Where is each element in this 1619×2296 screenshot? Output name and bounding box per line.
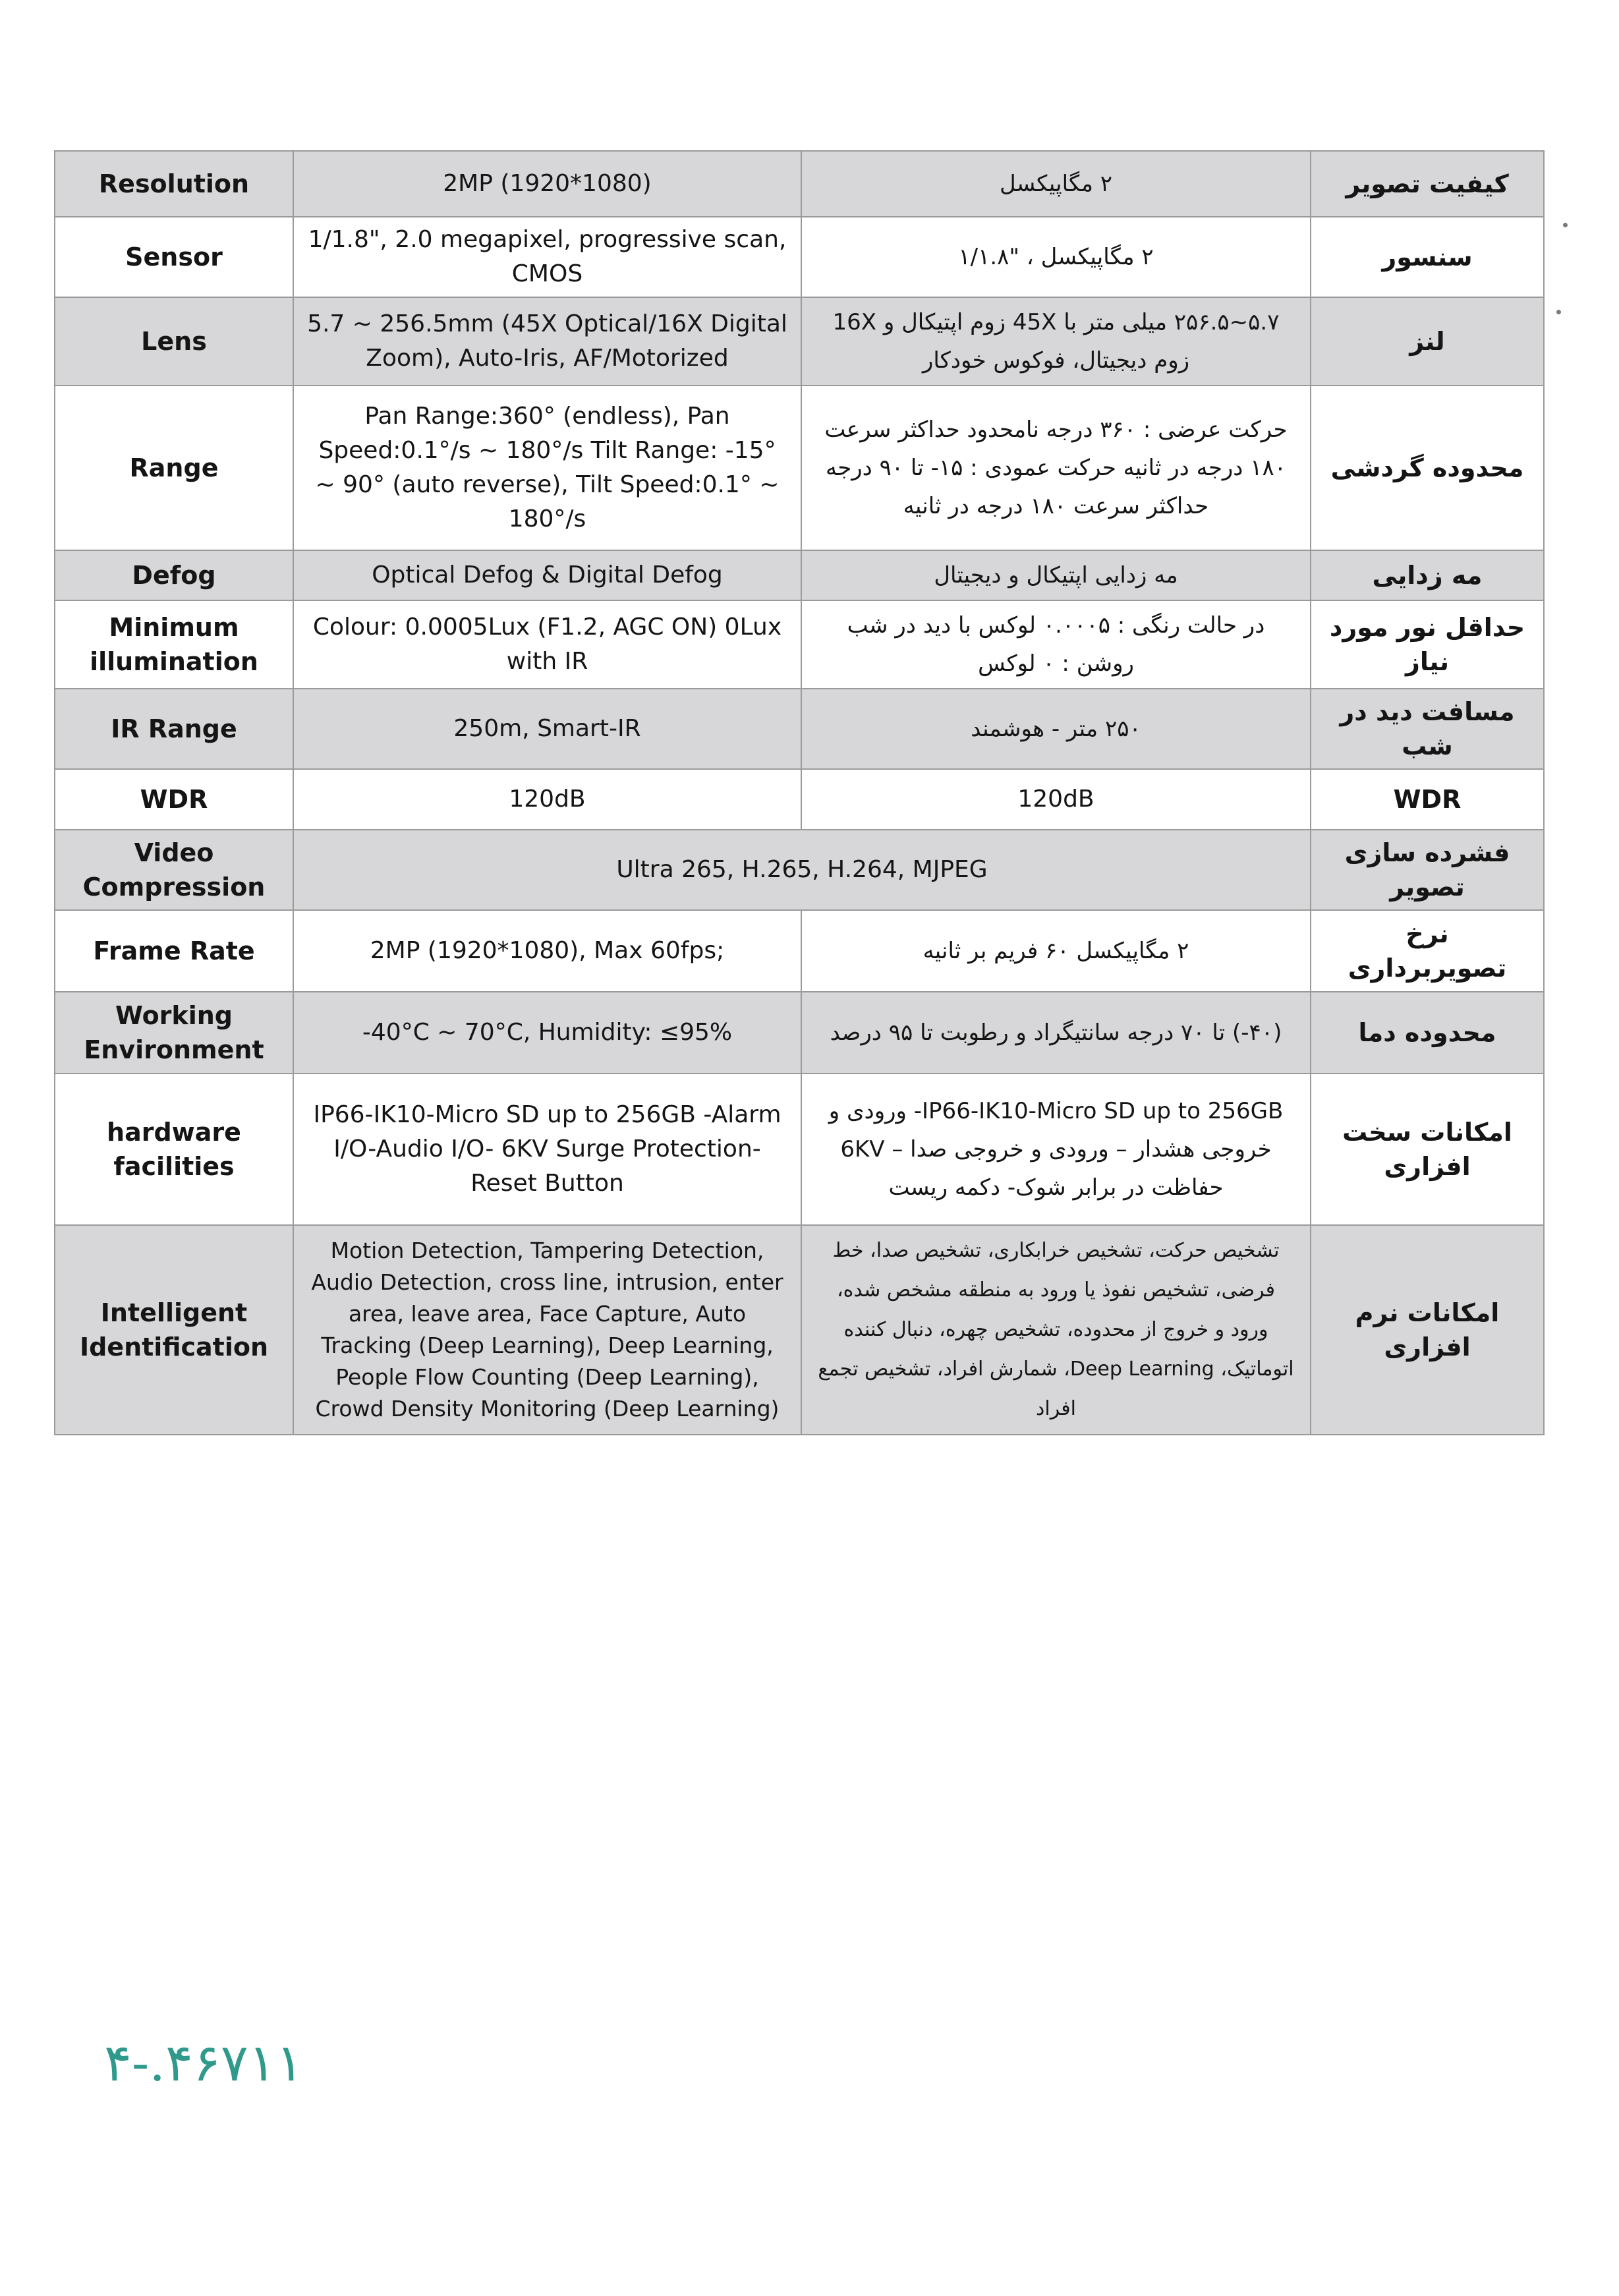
row-working-environment <box>55 992 1544 1074</box>
value-fa: ۲۵۰ متر - هوشمند <box>801 689 1311 769</box>
label-en: Video Compression <box>55 830 293 910</box>
value-fa: ۲ مگاپیکسل ، "۱/۱.۸ <box>801 217 1311 297</box>
row-resolution <box>55 151 1544 217</box>
label-fa: سنسور <box>1311 217 1544 297</box>
label-fa: مسافت دید در شب <box>1311 689 1544 769</box>
value-fa: در حالت رنگی : ۰.۰۰۰۵ لوکس با دید در شب روشن : ۰ لوکس <box>801 600 1311 689</box>
value-fa: حرکت عرضی : ۳۶۰ درجه نامحدود حداکثر سرعت ۱۸۰ درجه در ثانیه حرکت عمودی : ۱۵- تا ۹۰ درجه حداکثر سرعت ۱۸۰ درجه در ثانیه <box>801 386 1311 550</box>
spec-table <box>54 150 1545 1435</box>
label-fa: امکانات نرم افزاری <box>1311 1225 1544 1435</box>
label-en: Working Environment <box>55 992 293 1074</box>
label-fa: محدوده دما <box>1311 992 1544 1074</box>
label-en: Resolution <box>55 151 293 217</box>
value-en: 1/1.8", 2.0 megapixel, progressive scan, CMOS <box>293 217 801 297</box>
speck-mark <box>1556 310 1561 314</box>
value-en: 2MP (1920*1080) <box>293 151 801 217</box>
value-en: 120dB <box>293 769 801 830</box>
value-en: Ultra 265, H.265, H.264, MJPEG <box>293 830 1311 910</box>
label-en: IR Range <box>55 689 293 769</box>
row-sensor <box>55 217 1544 297</box>
row-video-compression <box>55 830 1544 910</box>
label-en: Defog <box>55 550 293 600</box>
handwritten-note: ۱۱۷۶۴.-۴ <box>104 2034 304 2093</box>
label-fa: امکانات سخت افزاری <box>1311 1074 1544 1225</box>
value-en: IP66-IK10-Micro SD up to 256GB -Alarm I/O-Audio I/O- 6KV Surge Protection-Reset Button <box>293 1074 801 1225</box>
speck-mark <box>1563 223 1568 227</box>
label-en: hardware facilities <box>55 1074 293 1225</box>
label-en: Lens <box>55 297 293 386</box>
row-wdr <box>55 769 1544 830</box>
label-en: Range <box>55 386 293 550</box>
value-en: Pan Range:360° (endless), Pan Speed:0.1°/s ~ 180°/s Tilt Range: -15° ~ 90° (auto reverse), Tilt Speed:0.1° ~ 180°/s <box>293 386 801 550</box>
value-en: Colour: 0.0005Lux (F1.2, AGC ON) 0Lux with IR <box>293 600 801 689</box>
label-en: Frame Rate <box>55 910 293 992</box>
row-defog <box>55 550 1544 600</box>
value-en: Optical Defog & Digital Defog <box>293 550 801 600</box>
label-fa: حداقل نور مورد نیاز <box>1311 600 1544 689</box>
value-en: Motion Detection, Tampering Detection, Audio Detection, cross line, intrusion, enter area, leave area, Face Capture, Auto Tracking (Deep Learning), Deep Learning, People Flow Counting (Deep Learning), Crowd Density Monitoring (Deep Learning) <box>293 1225 801 1435</box>
label-fa: WDR <box>1311 769 1544 830</box>
row-frame-rate <box>55 910 1544 992</box>
label-en: Minimum illumination <box>55 600 293 689</box>
label-en: WDR <box>55 769 293 830</box>
value-fa: IP66-IK10-Micro SD up to 256GB- ورودی و خروجی هشدار – ورودی و خروجی صدا – 6KV حفاظت در برابر شوک- دکمه ریست <box>801 1074 1311 1225</box>
label-fa: مه زدایی <box>1311 550 1544 600</box>
row-intelligent-identification <box>55 1225 1544 1435</box>
label-fa: محدوده گردشی <box>1311 386 1544 550</box>
label-fa: فشرده سازی تصویر <box>1311 830 1544 910</box>
value-fa: 120dB <box>801 769 1311 830</box>
label-en: Intelligent Identification <box>55 1225 293 1435</box>
value-en: 5.7 ~ 256.5mm (45X Optical/16X Digital Zoom), Auto-Iris, AF/Motorized <box>293 297 801 386</box>
value-en: 250m, Smart-IR <box>293 689 801 769</box>
value-fa: ۵.۷~۲۵۶.۵ میلی متر با 45X زوم اپتیکال و 16X زوم دیجیتال، فوکوس خودکار <box>801 297 1311 386</box>
row-ir-range <box>55 689 1544 769</box>
label-fa: نرخ تصویربرداری <box>1311 910 1544 992</box>
row-range <box>55 386 1544 550</box>
value-fa: مه زدایی اپتیکال و دیجیتال <box>801 550 1311 600</box>
label-fa: لنز <box>1311 297 1544 386</box>
value-en: -40°C ~ 70°C, Humidity: ≤95% <box>293 992 801 1074</box>
label-en: Sensor <box>55 217 293 297</box>
row-hardware-facilities <box>55 1074 1544 1225</box>
row-minimum-illumination <box>55 600 1544 689</box>
value-fa: ۲ مگاپیکسل <box>801 151 1311 217</box>
label-fa: کیفیت تصویر <box>1311 151 1544 217</box>
value-fa: ۲ مگاپیکسل ۶۰ فریم بر ثانیه <box>801 910 1311 992</box>
value-fa: تشخیص حرکت، تشخیص خرابکاری، تشخیص صدا، خط فرضی، تشخیص نفوذ یا ورود به منطقه مشخص شده، ورود و خروج از محدوده، تشخیص چهره، دنبال کننده اتوماتیک، Deep Learning، شمارش افراد، تشخیص تجمع افراد <box>801 1225 1311 1435</box>
value-fa: (۴۰-) تا ۷۰ درجه سانتیگراد و رطوبت تا ۹۵ درصد <box>801 992 1311 1074</box>
value-en: 2MP (1920*1080), Max 60fps; <box>293 910 801 992</box>
row-lens <box>55 297 1544 386</box>
